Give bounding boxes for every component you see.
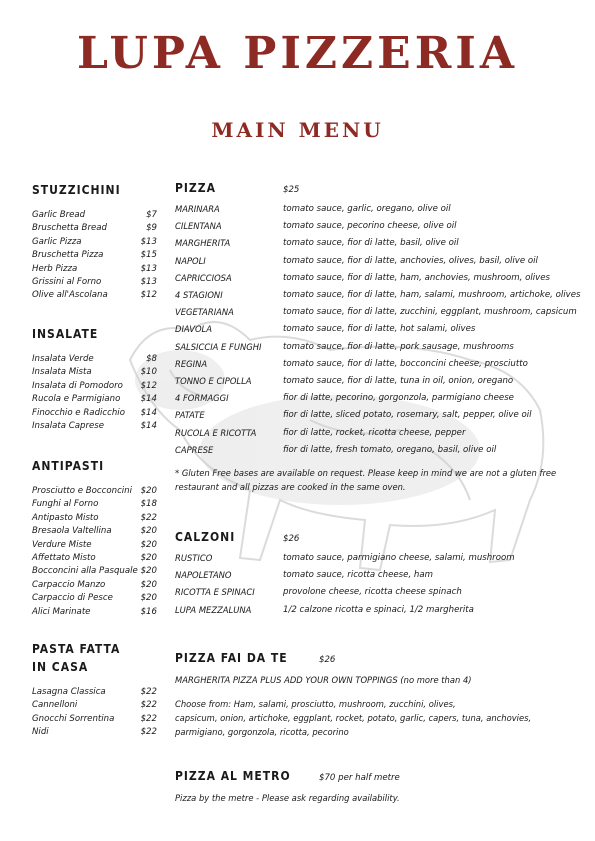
note-line: restaurant and all pizzas are cooked in the same oven. <box>175 482 406 493</box>
menu-item-price: $14 <box>140 407 157 418</box>
section-heading: PIZZA <box>175 181 216 195</box>
menu-item-description: tomato sauce, fior di latte, ham, salami, mushroom, artichoke, olives <box>283 290 581 301</box>
toppings-line: capsicum, onion, artichoke, eggplant, rocket, potato, garlic, capers, tuna, anchovies, <box>175 713 532 723</box>
menu-item <box>32 699 157 712</box>
menu-item <box>175 373 575 390</box>
menu-item-description: tomato sauce, fior di latte, pork sausage, mushrooms <box>283 341 514 352</box>
menu-item-name: 4 FORMAGGI <box>175 393 229 404</box>
menu-item <box>175 584 575 601</box>
item-list <box>32 353 157 433</box>
restaurant-title: LUPA PIZZERIA <box>77 28 518 79</box>
menu-item <box>32 485 157 498</box>
section-price: $70 per half metre <box>319 773 400 783</box>
menu-item <box>32 686 157 699</box>
menu-item-price: $12 <box>140 380 157 391</box>
menu-item-price: $20 <box>140 539 157 550</box>
menu-item-name: Carpaccio Manzo <box>32 579 106 590</box>
menu-item <box>32 366 157 379</box>
menu-item <box>175 390 575 407</box>
menu-item-description: tomato sauce, fior di latte, basil, olive oil <box>283 238 459 249</box>
menu-item-price: $20 <box>140 486 157 496</box>
pizza-section <box>175 181 581 494</box>
menu-item-name: Antipasto Misto <box>32 512 99 523</box>
menu-item <box>175 442 575 459</box>
menu-item-name: Herb Pizza <box>32 263 78 274</box>
menu-item-description: tomato sauce, fior di latte, ham, anchovies, mushroom, olives <box>283 272 550 283</box>
item-list <box>175 201 581 459</box>
calzoni-section <box>175 530 575 619</box>
section-heading: PASTA FATTA <box>32 642 121 656</box>
pasta-section <box>32 640 157 740</box>
menu-item-name: Bruschetta Pizza <box>32 250 104 261</box>
stuzzichini-section <box>32 181 157 303</box>
menu-item-name: Garlic Bread <box>32 210 86 220</box>
menu-item <box>32 552 157 565</box>
menu-item <box>32 579 157 592</box>
menu-item <box>175 550 575 567</box>
menu-item <box>32 525 157 538</box>
menu-item <box>175 201 575 218</box>
section-price: $26 <box>283 534 300 544</box>
menu-item-name: Insalata Caprese <box>32 421 105 432</box>
menu-item <box>175 567 575 584</box>
menu-item-description: tomato sauce, garlic, oregano, olive oil <box>283 204 451 214</box>
item-list <box>32 485 157 619</box>
menu-item <box>32 498 157 511</box>
menu-item-price: $20 <box>140 579 157 590</box>
al-metro-section <box>175 769 575 805</box>
menu-item <box>175 253 575 270</box>
section-heading: CALZONI <box>175 530 236 544</box>
section-heading: IN CASA <box>32 660 89 674</box>
menu-item-price: $13 <box>140 277 157 288</box>
menu-item-price: $20 <box>140 566 157 577</box>
section-header <box>175 769 575 783</box>
menu-item-name: VEGETARIANA <box>175 307 234 318</box>
menu-item-name: Cannelloni <box>32 700 78 711</box>
gluten-note <box>175 466 575 494</box>
menu-item-description: tomato sauce, fior di latte, bocconcini cheese, prosciutto <box>283 358 528 369</box>
menu-item-name: Bocconcini alla Pasquale <box>32 566 138 577</box>
menu-item <box>175 235 575 252</box>
menu-item-name: Olive all'Ascolana <box>32 290 108 301</box>
menu-item-name: Rucola e Parmigiano <box>32 394 121 405</box>
menu-item <box>32 236 157 249</box>
menu-item-name: SALSICCIA E FUNGHI <box>175 341 262 352</box>
menu-item-description: fior di latte, rocket, ricotta cheese, pepper <box>283 427 466 438</box>
menu-item-price: $15 <box>140 250 157 261</box>
menu-item <box>32 713 157 726</box>
menu-item-name: Alici Marinate <box>32 606 91 617</box>
section-heading: PIZZA AL METRO <box>175 769 291 783</box>
menu-item-price: $22 <box>140 512 157 523</box>
menu-item-name: Affettato Misto <box>32 553 96 564</box>
menu-item-name: Verdure Miste <box>32 539 92 550</box>
section-heading: ANTIPASTI <box>32 459 105 473</box>
menu-item <box>32 420 157 433</box>
menu-item-name: Insalata Verde <box>32 354 94 364</box>
menu-item <box>32 209 157 222</box>
menu-item-description: tomato sauce, fior di latte, zucchini, eggplant, mushroom, capsicum <box>283 307 577 318</box>
menu-item-name: Gnocchi Sorrentina <box>32 713 115 724</box>
menu-item-description: tomato sauce, fior di latte, tuna in oil, onion, oregano <box>283 376 514 387</box>
menu-item <box>175 218 575 235</box>
fai-da-te-section <box>175 651 575 739</box>
menu-item-name: Bruschetta Bread <box>32 223 107 234</box>
menu-item <box>32 393 157 406</box>
menu-item-price: $13 <box>140 236 157 247</box>
menu-item <box>32 276 157 289</box>
menu-item-name: MARGHERITA <box>175 238 231 249</box>
fai-da-te-line: MARGHERITA PIZZA PLUS ADD YOUR OWN TOPPINGS (no more than 4) <box>175 675 472 685</box>
menu-item-description: tomato sauce, pecorino cheese, olive oil <box>283 221 457 232</box>
menu-item-name: Bresaola Valtellina <box>32 526 112 537</box>
menu-item-price: $12 <box>140 290 157 301</box>
item-list <box>32 209 157 303</box>
menu-item <box>175 425 575 442</box>
menu-item-name: Prosciutto e Bocconcini <box>32 486 133 496</box>
item-list <box>32 686 157 740</box>
menu-item <box>32 249 157 262</box>
menu-item-name: Finocchio e Radicchio <box>32 407 125 418</box>
section-price: $25 <box>283 185 300 195</box>
menu-item-name: PATATE <box>175 410 205 421</box>
section-price: $26 <box>319 655 336 665</box>
section-header <box>175 530 575 544</box>
item-list <box>175 550 575 619</box>
menu-item-price: $7 <box>146 210 157 220</box>
menu-item-name: Lasagna Classica <box>32 687 106 697</box>
menu-item-price: $16 <box>140 606 157 617</box>
menu-item <box>175 602 575 619</box>
menu-item-description: fior di latte, sliced potato, rosemary, salt, pepper, olive oil <box>283 410 532 421</box>
menu-item <box>175 270 575 287</box>
menu-item-name: REGINA <box>175 358 208 369</box>
menu-item-name: CAPRICCIOSA <box>175 272 232 283</box>
menu-item-name: CAPRESE <box>175 444 214 455</box>
menu-item <box>32 606 157 619</box>
menu-item-price: $20 <box>140 553 157 564</box>
note-line: * Gluten Free bases are available on request. Please keep in mind we are not a gluten free <box>175 468 557 479</box>
menu-item <box>32 222 157 235</box>
menu-item-name: NAPOLETANO <box>175 570 232 581</box>
menu-item-name: RUCOLA E RICOTTA <box>175 427 257 438</box>
menu-item-price: $22 <box>140 687 157 697</box>
menu-item-name: Garlic Pizza <box>32 236 82 247</box>
menu-item-name: TONNO E CIPOLLA <box>175 376 252 387</box>
menu-item-price: $22 <box>140 700 157 711</box>
menu-item-price: $20 <box>140 593 157 604</box>
toppings-line: parmigiano, gorgonzola, ricotta, pecorino <box>175 727 349 737</box>
section-heading: STUZZICHINI <box>32 183 121 197</box>
menu-item-price: $18 <box>140 499 157 510</box>
menu-item-name: RUSTICO <box>175 553 213 563</box>
menu-item <box>175 339 575 356</box>
menu-item-price: $10 <box>140 367 157 378</box>
menu-item-name: NAPOLI <box>175 255 206 266</box>
menu-item-price: $22 <box>140 727 157 738</box>
menu-item-name: MARINARA <box>175 204 220 214</box>
menu-item-name: Funghi al Forno <box>32 499 99 510</box>
section-heading: PIZZA FAI DA TE <box>175 651 288 665</box>
menu-item-description: tomato sauce, fior di latte, anchovies, olives, basil, olive oil <box>283 255 538 266</box>
menu-item-name: Insalata Mista <box>32 367 92 378</box>
menu-item-description: fior di latte, pecorino, gorgonzola, parmigiano cheese <box>283 393 514 404</box>
menu-item <box>175 407 575 424</box>
insalate-section <box>32 325 157 433</box>
section-header <box>175 181 575 195</box>
menu-item-name: Grissini al Forno <box>32 277 102 288</box>
menu-item-price: $14 <box>140 421 157 432</box>
al-metro-line: Pizza by the metre - Please ask regarding availability. <box>175 793 400 803</box>
menu-item-name: DIAVOLA <box>175 324 212 335</box>
menu-item-description: 1/2 calzone ricotta e spinaci, 1/2 margherita <box>283 604 474 615</box>
menu-item <box>32 726 157 739</box>
menu-item-name: Carpaccio di Pesce <box>32 593 113 604</box>
menu-item-description: fior di latte, fresh tomato, oregano, basil, olive oil <box>283 444 497 455</box>
menu-item <box>175 287 581 304</box>
menu-item <box>32 592 157 605</box>
menu-item <box>32 565 157 578</box>
menu-item-price: $9 <box>146 223 157 234</box>
menu-item-price: $14 <box>140 394 157 405</box>
antipasti-section <box>32 457 157 619</box>
menu-item <box>175 356 575 373</box>
menu-item-price: $22 <box>140 713 157 724</box>
menu-item-name: Nidi <box>32 727 49 738</box>
toppings-line: Choose from: Ham, salami, prosciutto, mushroom, zucchini, olives, <box>175 699 456 709</box>
menu-item <box>32 539 157 552</box>
menu-item-name: RICOTTA E SPINACI <box>175 587 255 598</box>
menu-item-description: provolone cheese, ricotta cheese spinach <box>283 587 462 598</box>
menu-item <box>175 304 575 321</box>
menu-item-description: tomato sauce, parmigiano cheese, salami, mushroom <box>283 553 515 563</box>
section-heading: INSALATE <box>32 327 99 341</box>
menu-item-price: $13 <box>140 263 157 274</box>
menu-item <box>32 512 157 525</box>
menu-item-description: tomato sauce, fior di latte, hot salami, olives <box>283 324 476 335</box>
section-header <box>175 651 575 665</box>
menu-item <box>32 289 157 302</box>
menu-item-price: $8 <box>146 354 157 364</box>
menu-item <box>175 321 575 338</box>
menu-item-name: Insalata di Pomodoro <box>32 380 123 391</box>
menu-subtitle: MAIN MENU <box>211 118 384 142</box>
menu-item-name: CILENTANA <box>175 221 222 232</box>
menu-item <box>32 263 157 276</box>
menu-item-description: tomato sauce, ricotta cheese, ham <box>283 570 433 581</box>
menu-item <box>32 407 157 420</box>
menu-item <box>32 353 157 366</box>
menu-item-name: 4 STAGIONI <box>175 290 223 301</box>
menu-item-price: $20 <box>140 526 157 537</box>
menu-item <box>32 380 157 393</box>
menu-item-name: LUPA MEZZALUNA <box>175 604 252 615</box>
